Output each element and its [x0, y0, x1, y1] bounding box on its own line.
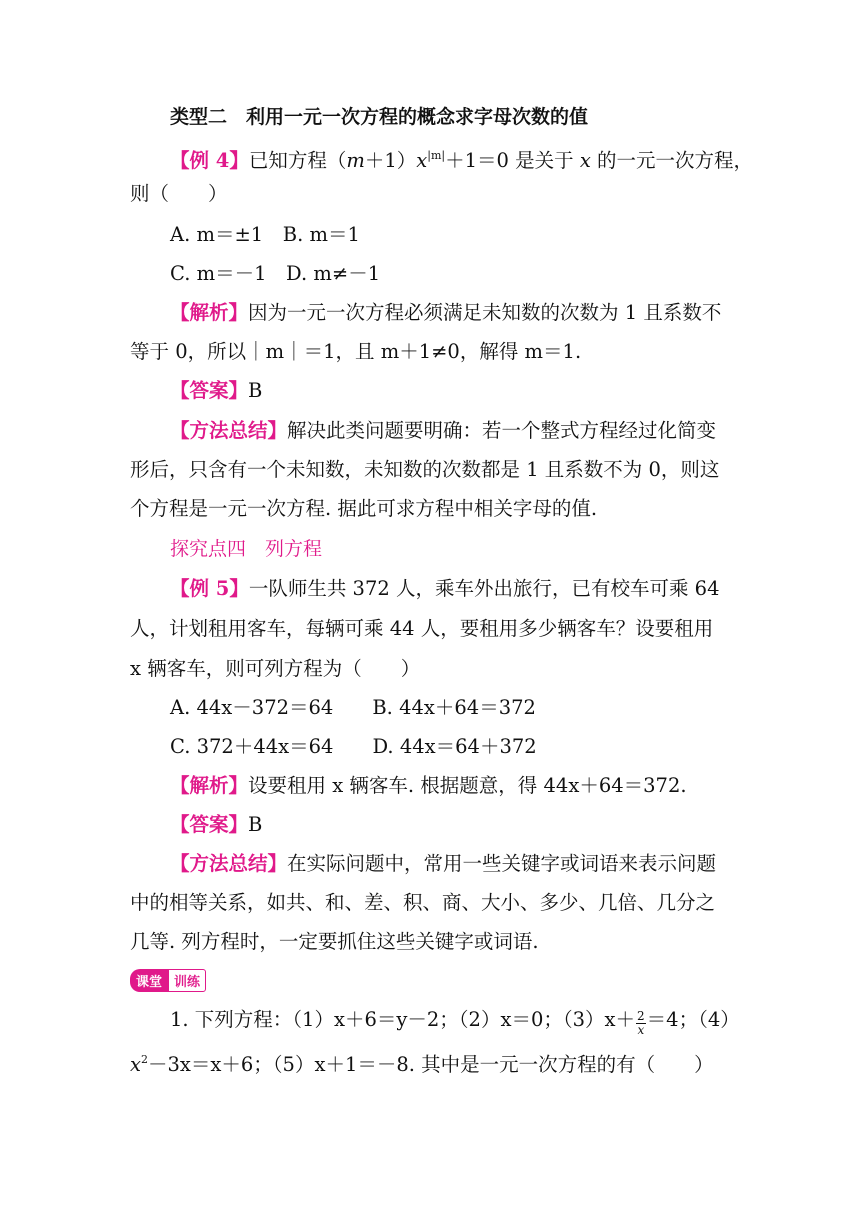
example5-summary-line2: 中的相等关系，如共、和、差、积、商、大小、多少、几倍、几分之: [130, 891, 716, 914]
example4-label: 【例 4】: [170, 149, 249, 172]
option-c: C. 372＋44x＝64: [170, 735, 334, 758]
example4-options-ab: [170, 221, 780, 249]
exponent-abs-m: |m|: [427, 149, 446, 162]
example5-question-line3: x 辆客车，则可列方程为（ ）: [130, 657, 421, 680]
example4-answer: 【答案】B: [170, 379, 263, 402]
answer-label: 【答案】: [170, 813, 249, 836]
example5-question-line2: 人，计划租用客车，每辆可乘 44 人，要租用多少辆客车？设要租用: [130, 617, 714, 640]
option-c: C. m＝－1: [170, 262, 267, 285]
analysis-label: 【解析】: [170, 301, 249, 324]
example4-analysis-line1: 【解析】因为一元一次方程必须满足未知数的次数为 1 且系数不: [170, 301, 722, 324]
type2-heading: 类型二 利用一元一次方程的概念求字母次数的值: [170, 106, 589, 128]
classroom-practice-badge: 课堂 训练: [130, 968, 206, 992]
option-d: D. m≠－1: [286, 262, 381, 285]
example4-summary-line3: 个方程是一元一次方程. 据此可求方程中相关字母的值.: [130, 497, 598, 520]
point4-heading: 探究点四 列方程: [170, 538, 323, 560]
fraction-2-over-x: $\frac{2}{x}$: [637, 1009, 645, 1037]
option-b: B. m＝1: [282, 223, 360, 246]
option-a: A. m＝±1: [170, 223, 264, 246]
summary-label: 【方法总结】: [170, 852, 288, 875]
example5-options-cd: [170, 733, 780, 761]
example5-answer: 【答案】B: [170, 813, 263, 836]
example5-label: 【例 5】: [170, 577, 249, 600]
summary-label: 【方法总结】: [170, 419, 288, 442]
answer-label: 【答案】: [170, 379, 249, 402]
exercise1-line2: $x^2-3x=x+6$；（5）x＋1＝－8. 其中是一元一次方程的有（ ）: [130, 1053, 714, 1076]
analysis-label: 【解析】: [170, 774, 249, 797]
example4-question-line1: 【例 4】已知方程$(m+1)x^{|m|}+1=0$ 是关于 x 的一元一次方程，: [170, 149, 754, 172]
example5-summary-line3: 几等. 列方程时，一定要抓住这些关键字或词语.: [130, 930, 539, 953]
example5-options-ab: [170, 694, 780, 722]
example5-summary-line1: 【方法总结】在实际问题中，常用一些关键字或词语来表示问题: [170, 852, 717, 875]
example4-summary-line2: 形后，只含有一个未知数，未知数的次数都是 1 且系数不为 0，则这: [130, 458, 720, 481]
example4-summary-line1: 【方法总结】解决此类问题要明确：若一个整式方程经过化简变: [170, 419, 717, 442]
example4-options-cd: [170, 260, 780, 288]
exercise1-line1: 1. 下列方程：（1）x＋6＝y－2；（2）x＝0；（3）x＋ $\frac{2}{x}$ ＝4；（4）: [170, 1008, 740, 1037]
option-a: A. 44x－372＝64: [170, 696, 334, 719]
example5-analysis: 【解析】设要租用 x 辆客车. 根据题意，得 44x＋64＝372.: [170, 774, 687, 797]
example5-question-line1: 【例 5】一队师生共 372 人，乘车外出旅行，已有校车可乘 64: [170, 577, 720, 600]
example4-question-line2: 则（ ）: [130, 182, 228, 205]
example4-analysis-line2: 等于 0，所以｜m｜＝1，且 m＋1≠0，解得 m＝1.: [130, 340, 582, 363]
option-d: D. 44x＝64＋372: [372, 735, 537, 758]
option-b: B. 44x＋64＝372: [372, 696, 536, 719]
